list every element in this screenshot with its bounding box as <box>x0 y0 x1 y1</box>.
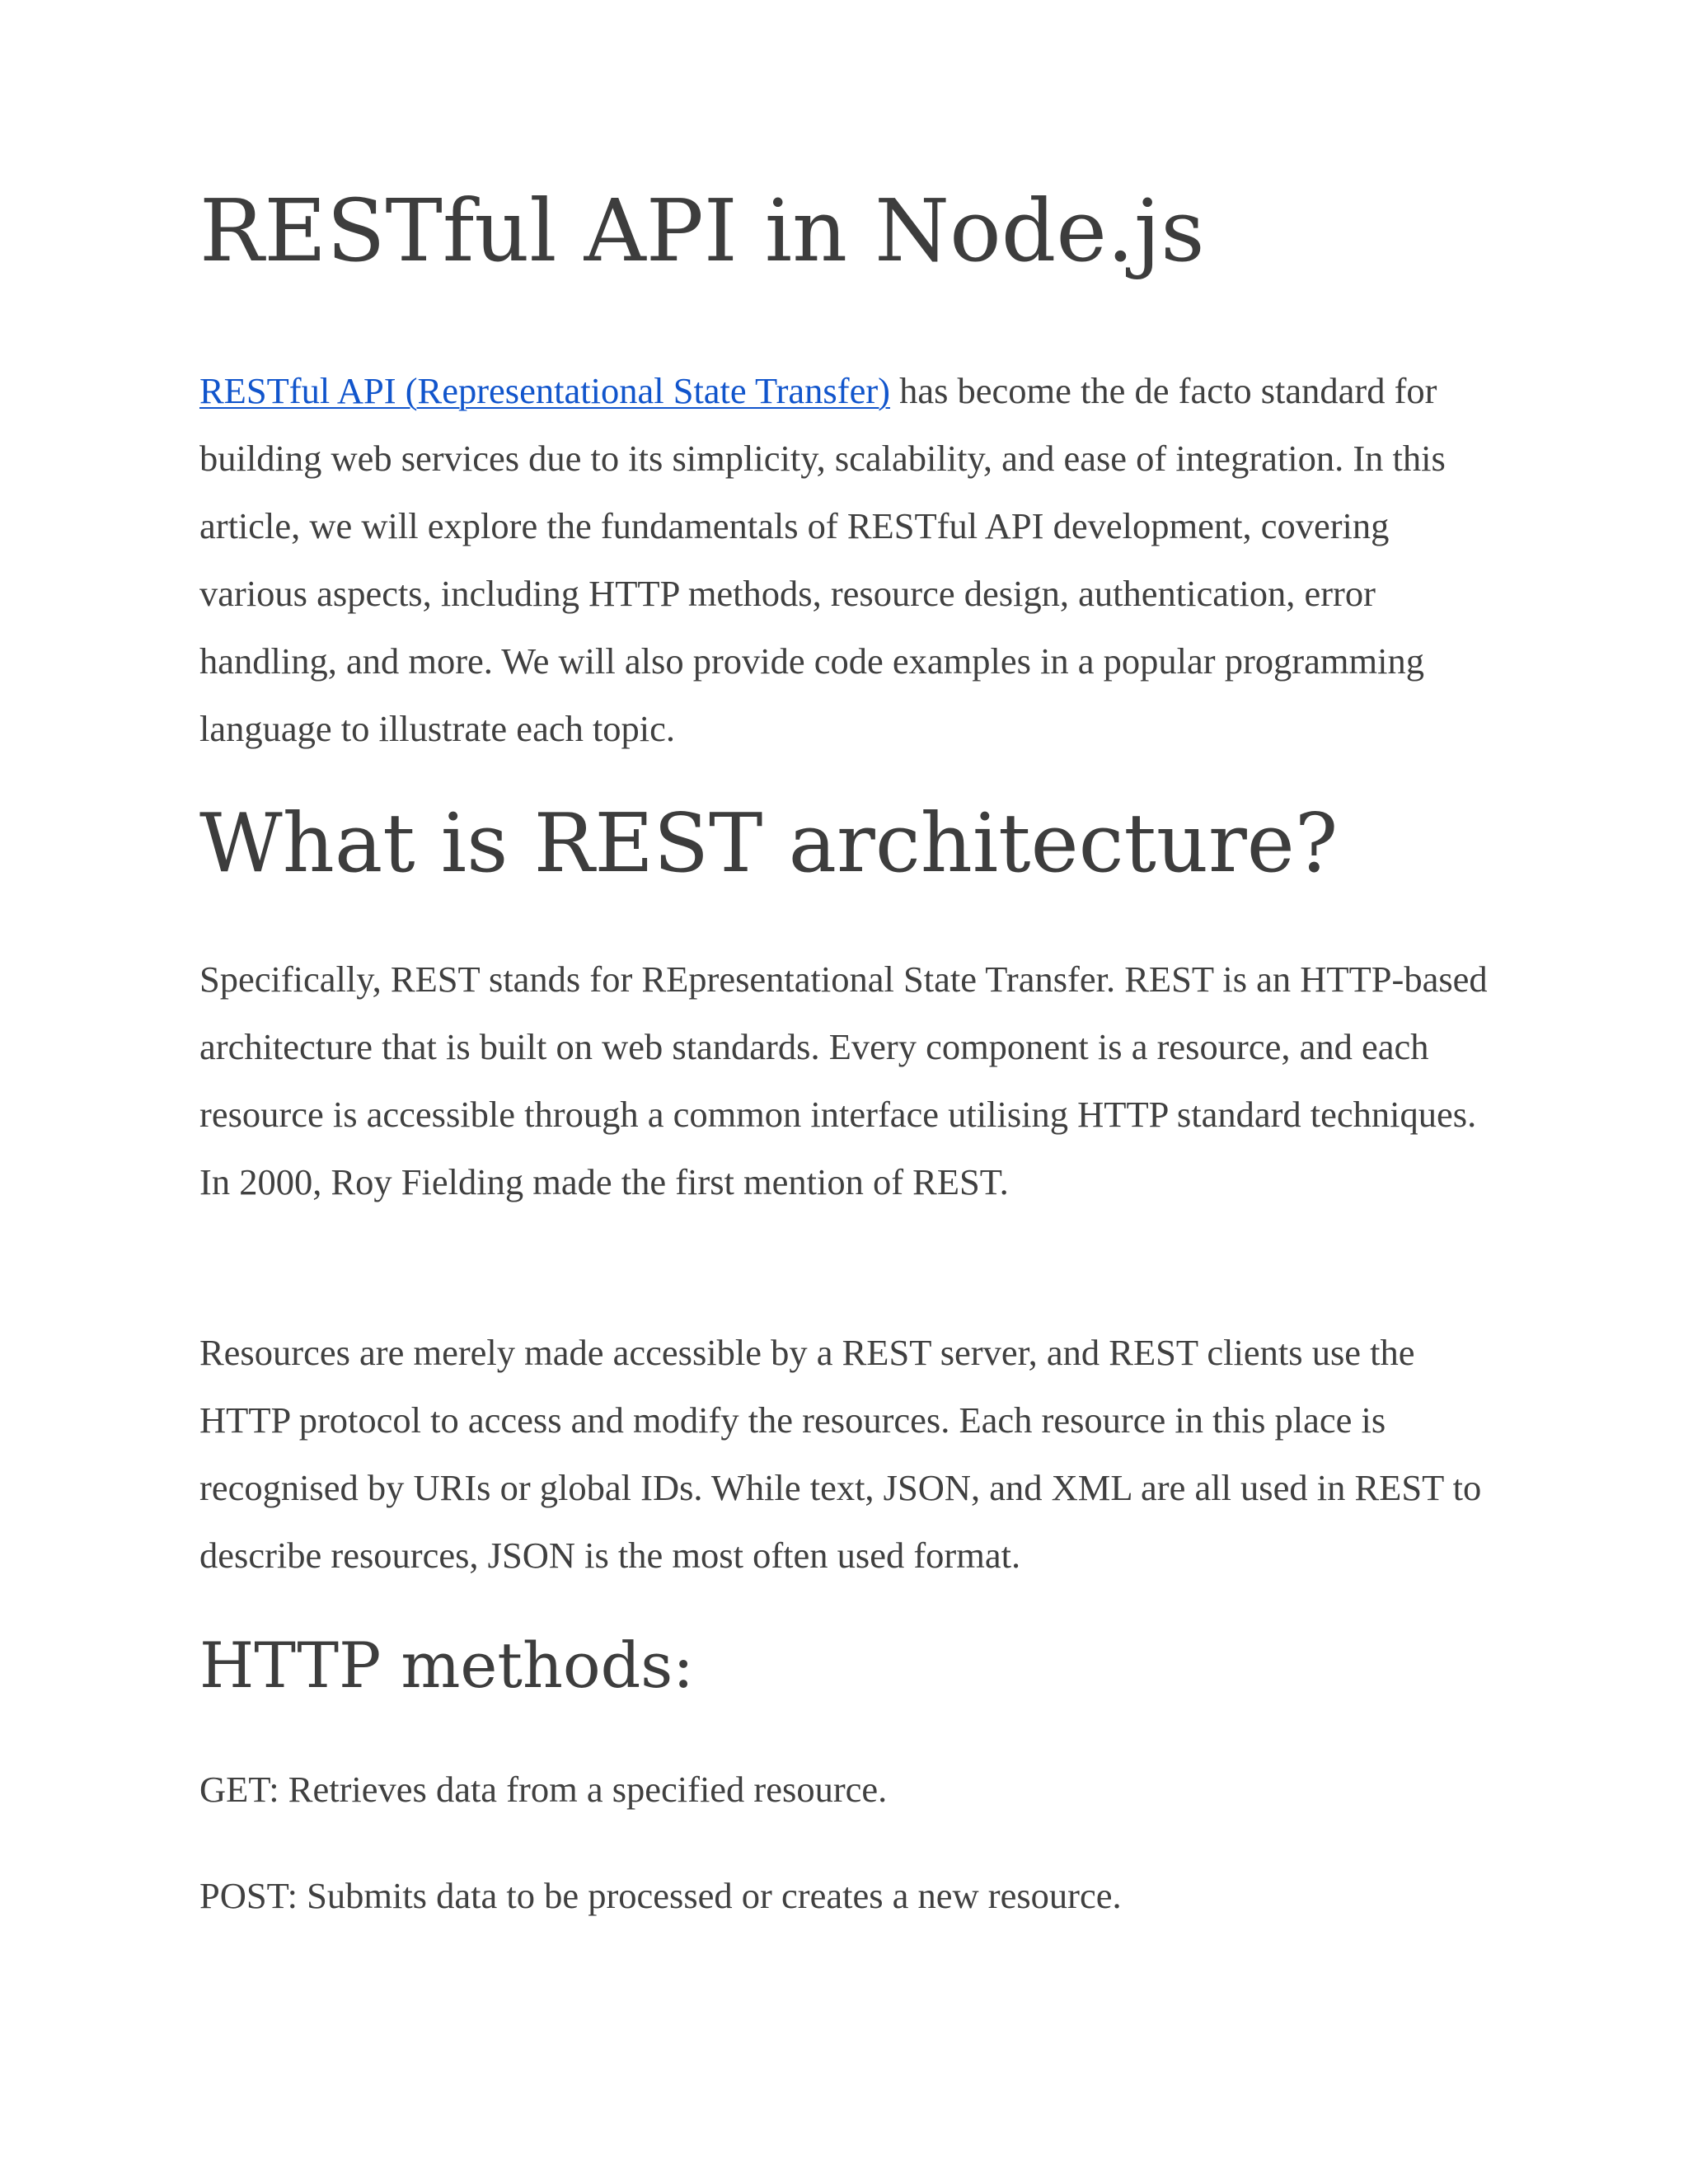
section-heading-rest-architecture: What is REST architecture? <box>199 797 1339 891</box>
http-method-post: POST: Submits data to be processed or creates a new resource. <box>199 1875 1122 1916</box>
intro-text: has become the de facto standard for building web services due to its simplicity, scalability, and ease of integration. In this article, we will explore the fundamentals of RESTful API development, covering various aspects, including HTTP methods, resource design, authentication, error handling, and more. We will also provide code examples in a popular programming language to illustrate each topic. <box>199 370 1446 749</box>
page-title: RESTful API in Node.js <box>199 180 1205 281</box>
http-method-get: GET: Retrieves data from a specified resource. <box>199 1769 888 1810</box>
section-heading-http-methods: HTTP methods: <box>199 1629 694 1702</box>
rest-resources-paragraph: Resources are merely made accessible by a REST server, and REST clients use the HTTP protocol to access and modify the resources. Each resource in this place is recognised by URIs or global IDs. While text, JSON, and XML are all used in REST to describe resources, JSON is the most often used format. <box>199 1332 1482 1576</box>
rest-definition-paragraph: Specifically, REST stands for REpresentational State Transfer. REST is an HTTP-based architecture that is built on web standards. Every component is a resource, and each resource is accessible through a common interface utilising HTTP standard techniques. In 2000, Roy Fielding made the first mention of REST. <box>199 958 1488 1202</box>
intro-paragraph <box>199 357 1502 762</box>
restful-api-link[interactable]: RESTful API (Representational State Transfer) <box>199 370 890 411</box>
